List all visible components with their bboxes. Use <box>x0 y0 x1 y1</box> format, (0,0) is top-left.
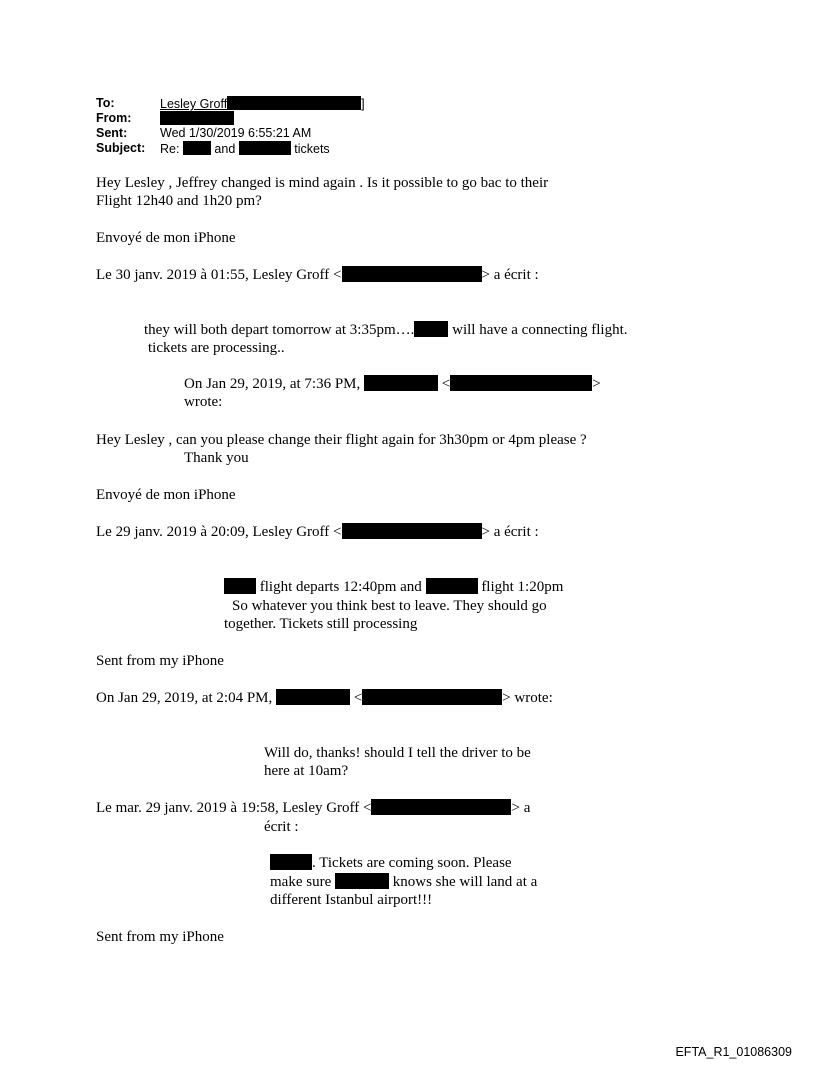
message-line <box>270 854 512 873</box>
signature-line: Sent from my iPhone <box>96 929 224 945</box>
quote-header <box>96 523 539 542</box>
message-line: tickets are processing.. <box>148 340 285 356</box>
message-line: Hey Lesley , Jeffrey changed is mind again . Is it possible to go bac to their <box>96 175 549 191</box>
from-label: From: <box>96 111 132 125</box>
quote-header-prefix: On Jan 29, 2019, at 2:04 PM, <box>96 690 273 706</box>
quote-header-prefix: Le 29 janv. 2019 à 20:09, Lesley Groff < <box>96 524 342 540</box>
quote-header <box>184 375 601 394</box>
redaction <box>450 375 592 391</box>
document-id: EFTA_R1_01086309 <box>675 1045 792 1059</box>
signature-line: Envoyé de mon iPhone <box>96 230 236 246</box>
redaction <box>276 689 350 705</box>
redaction <box>227 96 361 110</box>
subject-value <box>160 141 330 157</box>
message-line: here at 10am? <box>264 763 349 779</box>
redaction <box>342 523 482 539</box>
subject-re: Re: <box>160 142 180 156</box>
quote-lt: < <box>353 690 363 706</box>
message-text: flight departs 12:40pm and <box>259 579 422 595</box>
redaction <box>160 111 234 125</box>
redaction <box>364 375 438 391</box>
message-text: they will both depart tomorrow at 3:35pm…. <box>144 322 415 338</box>
quote-header <box>96 266 539 285</box>
recipient-name[interactable]: Lesley Groff <box>160 97 228 111</box>
message-line: So whatever you think best to leave. They should go <box>232 598 547 614</box>
message-line <box>270 873 537 892</box>
to-bracket: ] <box>361 97 365 111</box>
redaction <box>183 141 211 155</box>
redaction <box>224 578 256 594</box>
message-line: different Istanbul airport!!! <box>270 892 433 908</box>
message-line: Hey Lesley , can you please change their flight again for 3h30pm or 4pm please ? <box>96 432 587 448</box>
redaction <box>371 799 511 815</box>
quote-header-suffix: > a <box>511 800 531 816</box>
message-line <box>224 578 563 597</box>
quote-header-suffix: > a écrit : <box>481 267 539 283</box>
redaction <box>426 578 478 594</box>
quote-lt: < <box>441 376 451 392</box>
redaction <box>270 854 312 870</box>
message-line: together. Tickets still processing <box>224 616 418 632</box>
signature-line: Sent from my iPhone <box>96 653 224 669</box>
from-value <box>160 111 234 127</box>
message-line: Thank you <box>184 450 249 466</box>
sent-label: Sent: <box>96 126 128 140</box>
quote-header-prefix: Le mar. 29 janv. 2019 à 19:58, Lesley Groff < <box>96 800 372 816</box>
quote-header <box>96 689 553 708</box>
redaction <box>362 689 502 705</box>
redaction <box>414 321 448 337</box>
subject-and: and <box>214 142 236 156</box>
to-value <box>160 96 365 112</box>
quote-header-wrote: écrit : <box>264 819 299 835</box>
sent-value: Wed 1/30/2019 6:55:21 AM <box>160 126 312 140</box>
quote-header-prefix: On Jan 29, 2019, at 7:36 PM, <box>184 376 361 392</box>
redaction <box>239 141 291 155</box>
quote-header-wrote: wrote: <box>184 394 223 410</box>
message-text: . Tickets are coming soon. Please <box>312 855 512 871</box>
to-label: To: <box>96 96 115 110</box>
redaction <box>342 266 482 282</box>
email-header <box>96 96 496 160</box>
quote-header-prefix: Le 30 janv. 2019 à 01:55, Lesley Groff < <box>96 267 342 283</box>
message-text: will have a connecting flight. <box>452 322 628 338</box>
message-line: Flight 12h40 and 1h20 pm? <box>96 193 262 209</box>
subject-row <box>96 141 496 156</box>
quote-header <box>96 799 530 818</box>
subject-tickets: tickets <box>294 142 330 156</box>
quote-header-suffix: > wrote: <box>502 690 553 706</box>
message-text: make sure <box>270 874 332 890</box>
message-line: Will do, thanks! should I tell the driver to be <box>264 745 531 761</box>
subject-label: Subject: <box>96 141 146 155</box>
message-text: flight 1:20pm <box>481 579 564 595</box>
quote-header-suffix: > a écrit : <box>481 524 539 540</box>
redaction <box>335 873 389 889</box>
to-row <box>96 96 496 111</box>
sent-row <box>96 126 496 141</box>
quote-gt: > <box>592 376 601 392</box>
from-row <box>96 111 496 126</box>
message-line <box>144 321 628 340</box>
message-text: knows she will land at a <box>392 874 538 890</box>
signature-line: Envoyé de mon iPhone <box>96 487 236 503</box>
